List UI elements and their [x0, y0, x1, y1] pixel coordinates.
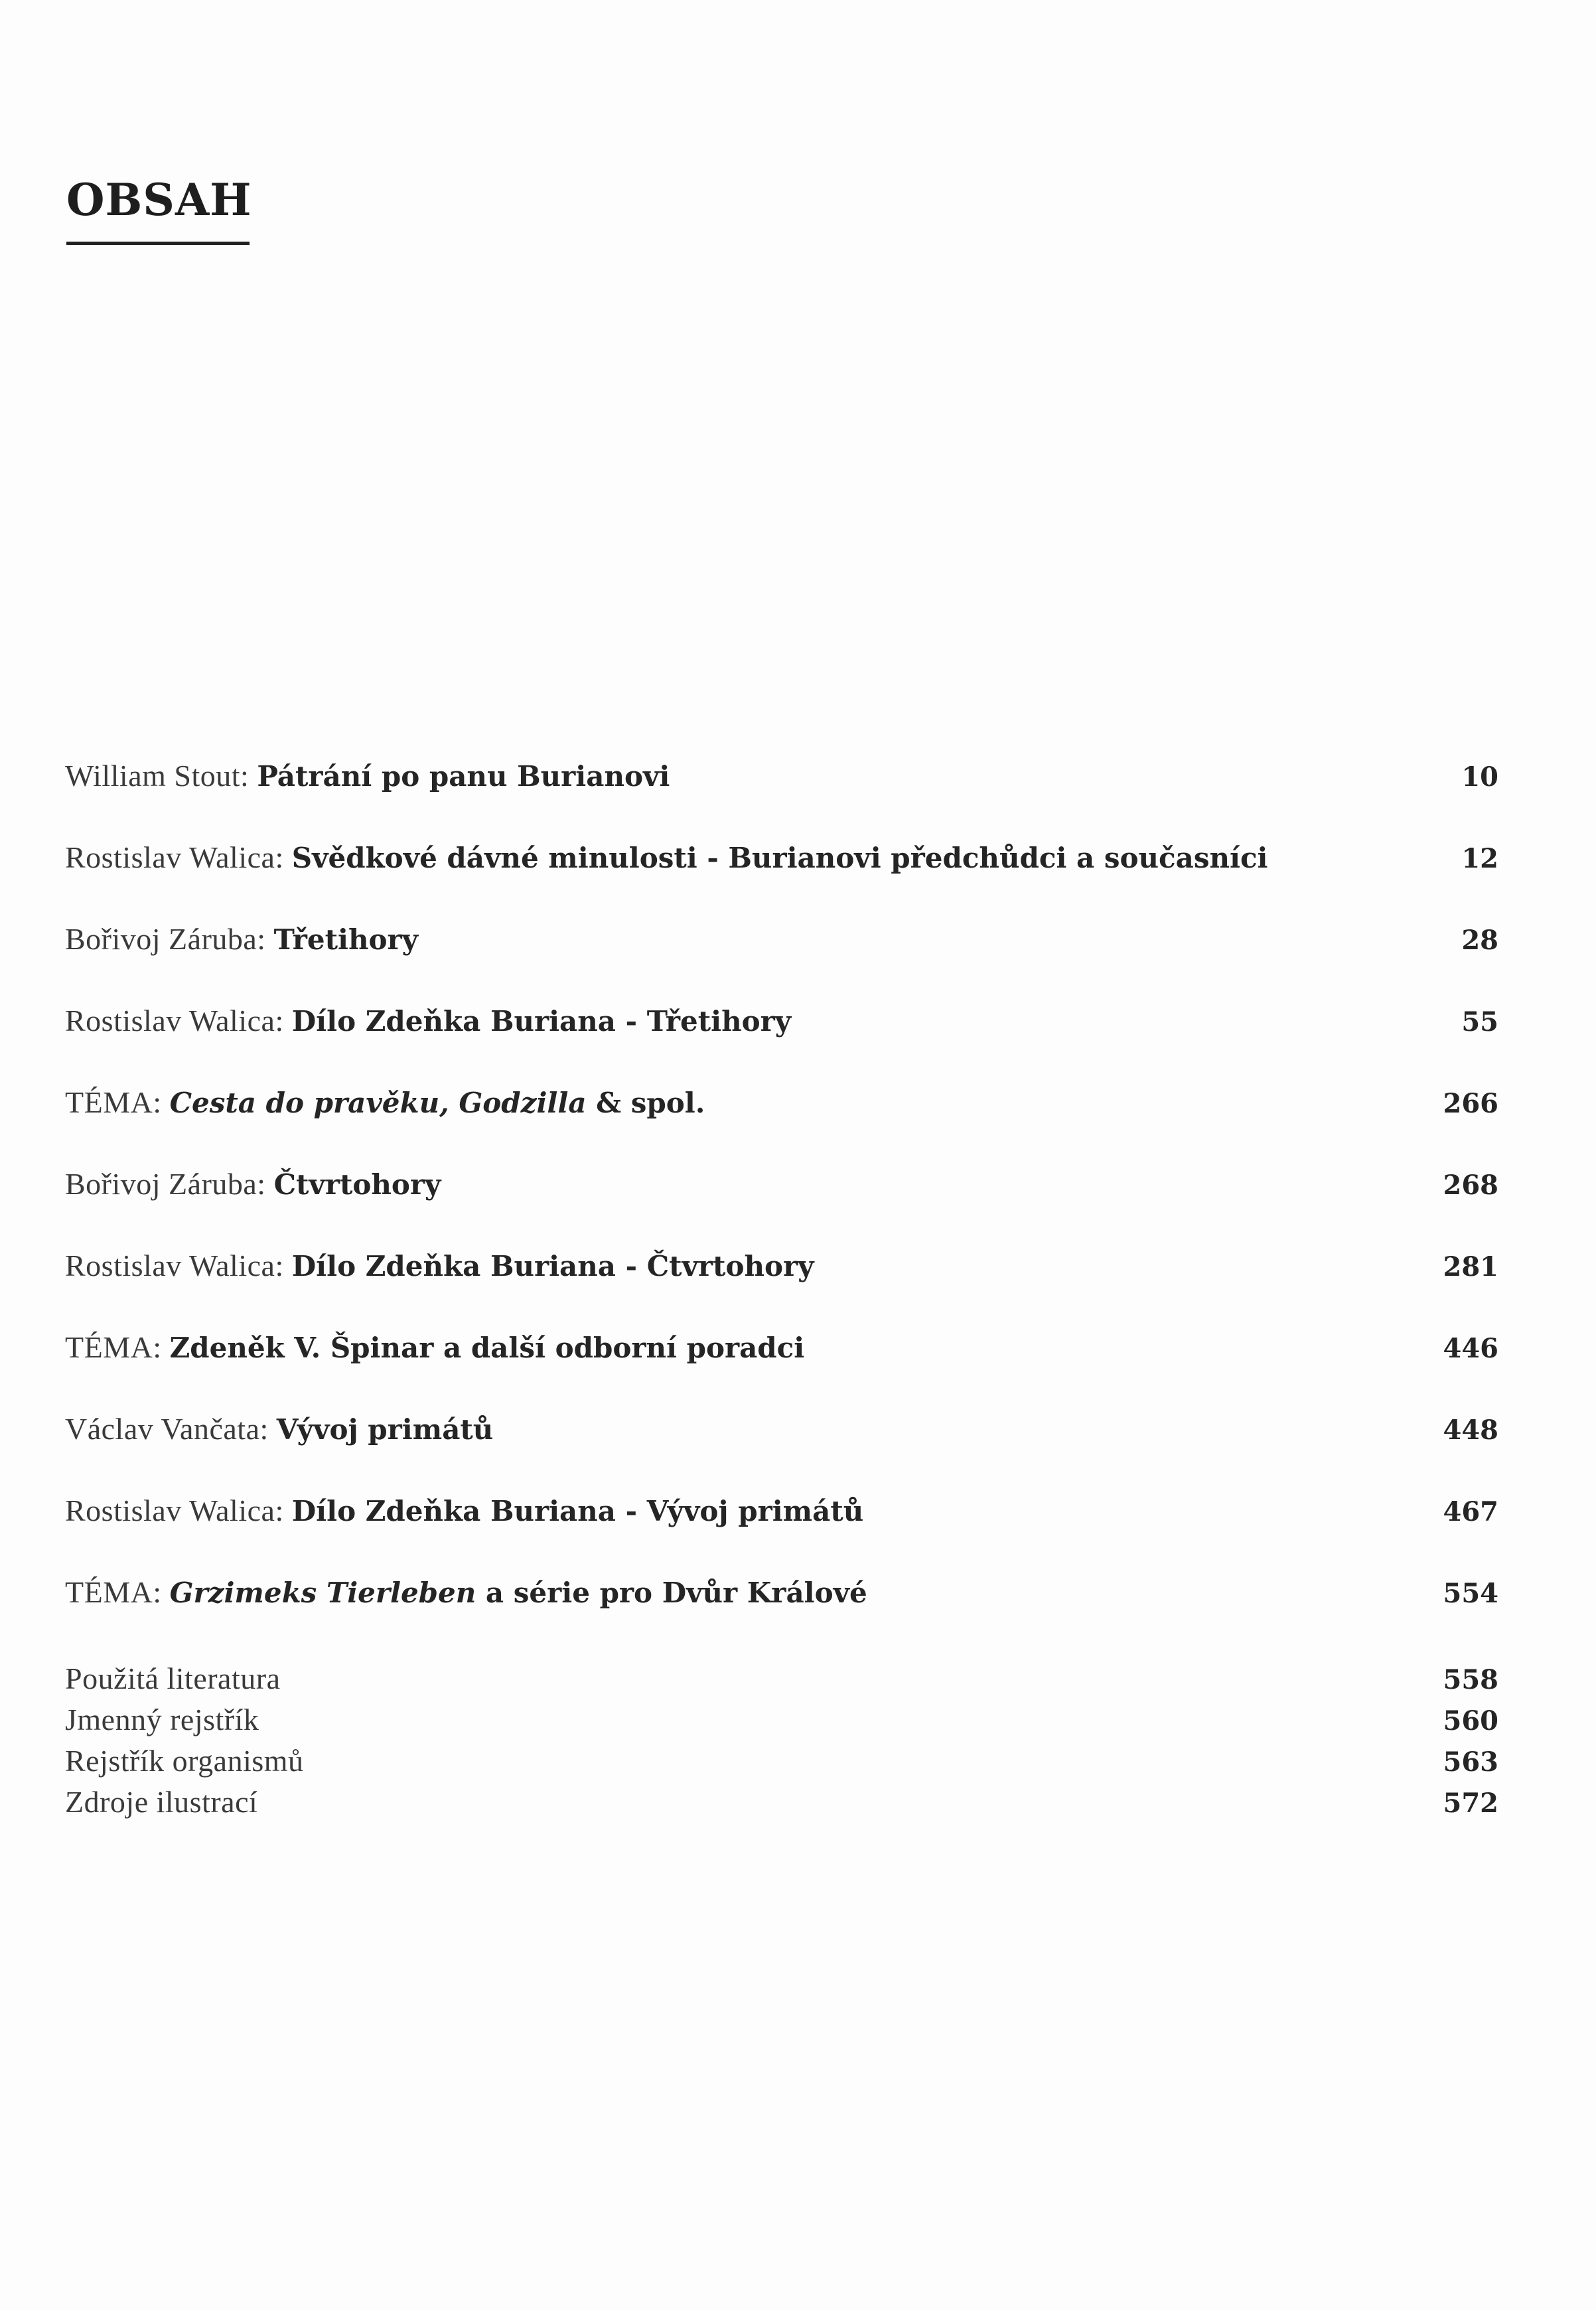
toc-entry-page-number: 12	[1461, 843, 1498, 874]
toc-entry	[65, 1079, 1498, 1126]
toc-entry	[65, 752, 1498, 800]
toc-appendix-page-number: 572	[1443, 1788, 1498, 1819]
toc-entry-title: Cesta do pravěku, Godzilla	[169, 1087, 587, 1119]
toc-entry-text	[65, 1324, 804, 1372]
toc-entry	[65, 1242, 1498, 1290]
toc-entry	[65, 915, 1498, 963]
toc-appendix-label: Zdroje ilustrací	[65, 1785, 258, 1819]
toc-entry	[65, 997, 1498, 1045]
toc-entry-text	[65, 834, 1268, 882]
toc-entry	[65, 1324, 1498, 1371]
toc-entry-page-number: 554	[1443, 1578, 1498, 1609]
toc-entry-author: Václav Vančata:	[65, 1412, 277, 1446]
toc-appendix-entry	[65, 1699, 1498, 1740]
toc-entry-author: Rostislav Walica:	[65, 1494, 292, 1527]
toc-entry-text	[65, 1242, 814, 1290]
toc-appendix-page-number: 558	[1443, 1664, 1498, 1695]
toc-entry-title: Pátrání po panu Burianovi	[257, 760, 670, 793]
toc-entry-author: TÉMA:	[65, 1085, 170, 1119]
toc-entry-page-number: 467	[1443, 1496, 1498, 1527]
toc-entry-title: Dílo Zdeňka Buriana - Čtvrtohory	[291, 1250, 814, 1282]
toc-entry-title: Dílo Zdeňka Buriana - Třetihory	[291, 1005, 792, 1038]
toc-appendix-entry	[65, 1740, 1498, 1782]
toc-entry	[65, 834, 1498, 882]
toc-entry-text	[65, 1405, 493, 1454]
toc-entry-page-number: 281	[1443, 1251, 1498, 1282]
toc-entry-title: Svědkové dávné minulosti - Burianovi předchůdci a současníci	[291, 842, 1268, 874]
toc-appendix-entry	[65, 1658, 1498, 1699]
toc-entry-text	[65, 997, 791, 1045]
toc-entry-page-number: 28	[1461, 925, 1498, 956]
toc-entry	[65, 1569, 1498, 1616]
toc-entry-page-number: 268	[1443, 1170, 1498, 1201]
toc-appendix-label: Rejstřík organismů	[65, 1744, 304, 1778]
toc-appendix-label: Jmenný rejstřík	[65, 1703, 259, 1736]
toc-entry-page-number: 55	[1461, 1006, 1498, 1038]
toc-entry	[65, 1405, 1498, 1453]
toc-entry-title: a série pro Dvůr Králové	[476, 1577, 867, 1609]
toc-entry-text	[65, 1160, 441, 1209]
toc-appendix-entry	[65, 1782, 1498, 1823]
toc-entry-page-number: 446	[1443, 1333, 1498, 1364]
toc-entry-author: Rostislav Walica:	[65, 840, 292, 874]
toc-entry-author: Bořivoj Záruba:	[65, 1167, 274, 1201]
toc-entry-title: & spol.	[586, 1087, 705, 1119]
toc-entry-text	[65, 1079, 705, 1127]
toc-entry-title: Třetihory	[273, 923, 419, 956]
toc-entry-title: Zdeněk V. Špinar a další odborní poradci	[169, 1332, 805, 1364]
table-of-contents	[65, 0, 1498, 2310]
toc-entry-author: TÉMA:	[65, 1330, 170, 1364]
toc-entry-title: Čtvrtohory	[273, 1168, 441, 1201]
toc-entry-page-number: 266	[1443, 1088, 1498, 1119]
toc-entry-title: Dílo Zdeňka Buriana - Vývoj primátů	[291, 1495, 864, 1527]
toc-entry-author: TÉMA:	[65, 1575, 170, 1609]
toc-entry-author: William Stout:	[65, 759, 257, 793]
toc-entry-text	[65, 1569, 867, 1617]
toc-entry-title: Grzimeks Tierleben	[169, 1577, 476, 1609]
page-title: OBSAH	[66, 174, 252, 226]
toc-entry-page-number: 448	[1443, 1415, 1498, 1446]
toc-appendix-page-number: 560	[1443, 1705, 1498, 1736]
toc-entry-title: Vývoj primátů	[276, 1413, 494, 1446]
toc-entry-author: Bořivoj Záruba:	[65, 922, 274, 956]
toc-appendix-label: Použitá literatura	[65, 1661, 281, 1695]
toc-entry	[65, 1487, 1498, 1535]
toc-appendix-page-number: 563	[1443, 1746, 1498, 1778]
toc-entry-author: Rostislav Walica:	[65, 1249, 292, 1282]
toc-entry-author: Rostislav Walica:	[65, 1004, 292, 1038]
toc-entry-text	[65, 752, 670, 801]
toc-entry-text	[65, 915, 418, 964]
toc-entry-page-number: 10	[1461, 761, 1498, 793]
toc-entry-text	[65, 1487, 863, 1535]
toc-entry	[65, 1160, 1498, 1208]
